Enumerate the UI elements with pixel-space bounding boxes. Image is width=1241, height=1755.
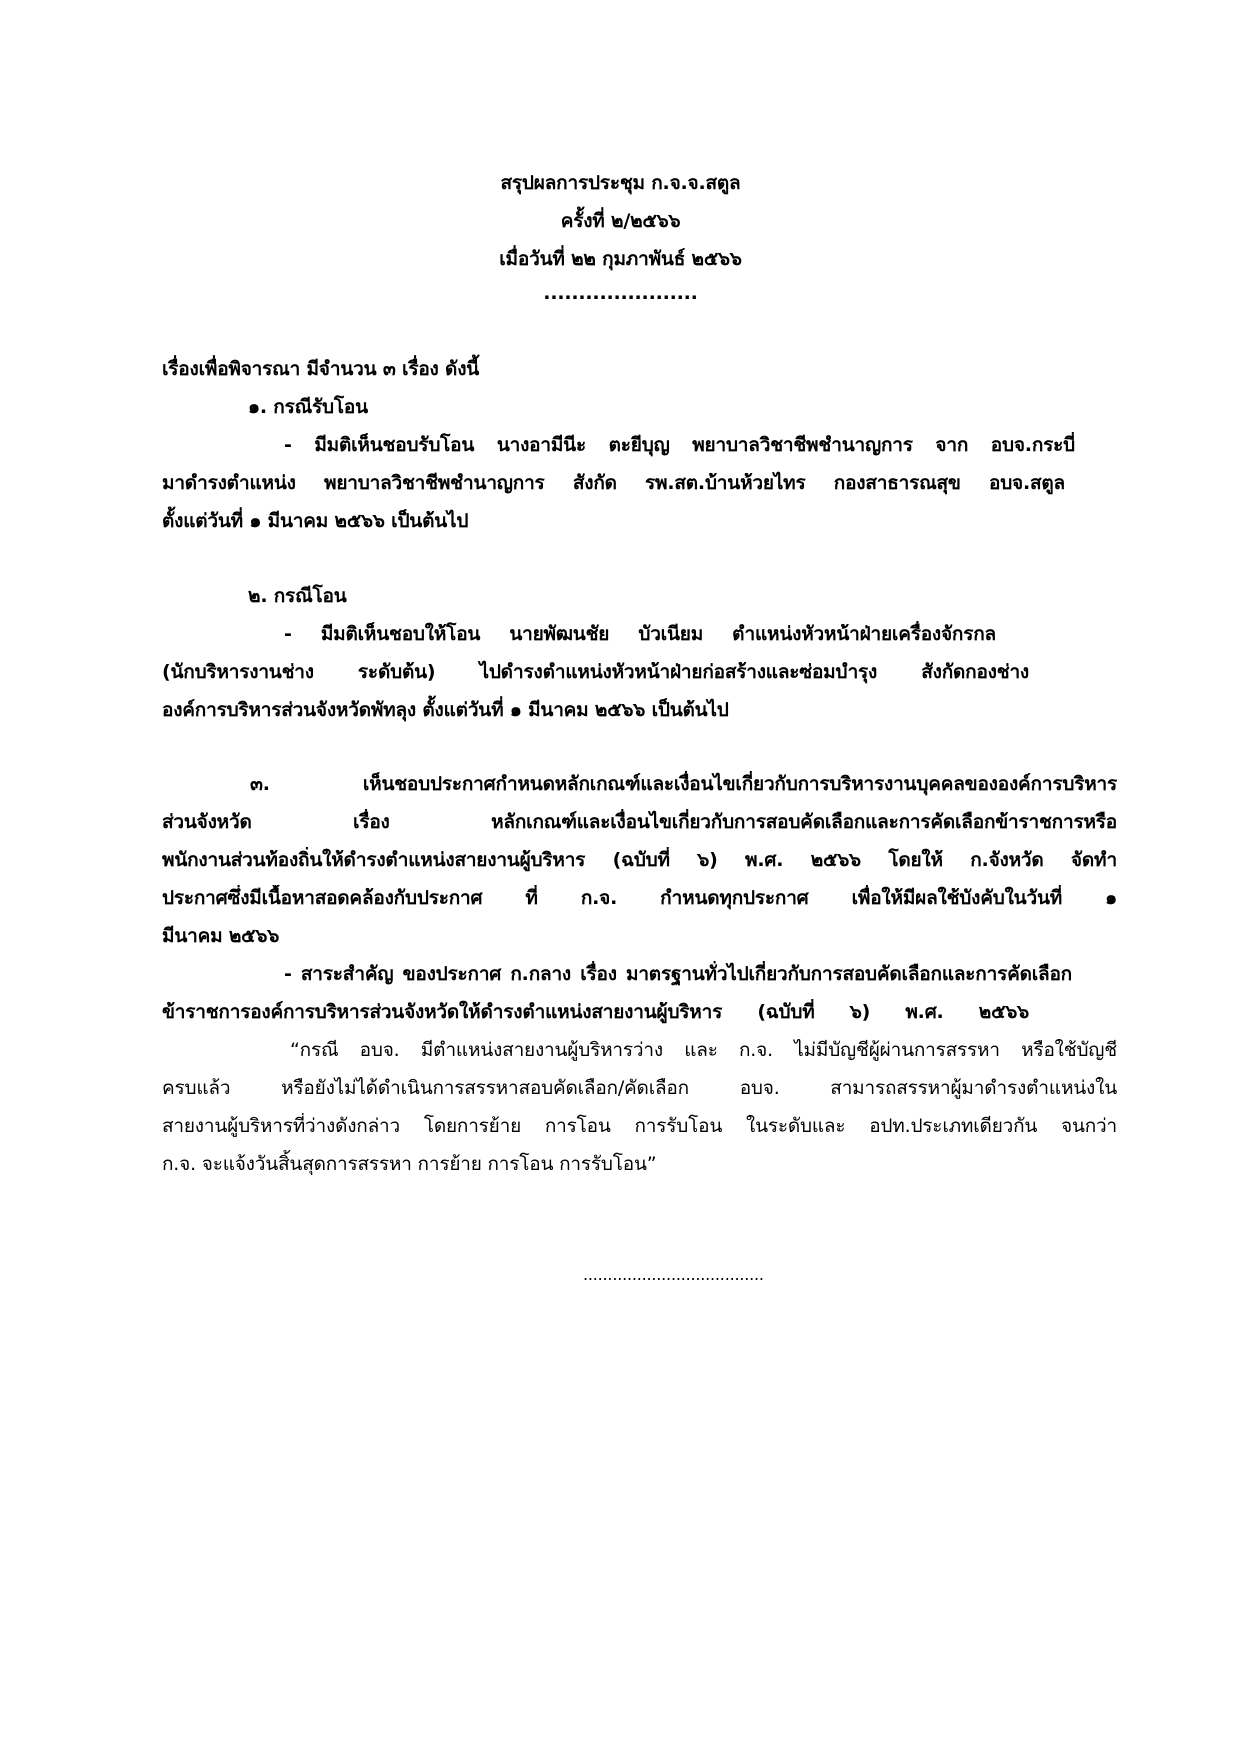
item1-line-3: ตั้งแต่วันที่ ๑ มีนาคม ๒๕๖๖ เป็นต้นไป: [162, 510, 469, 532]
item1-heading: ๑. กรณีรับโอน: [248, 396, 368, 418]
item3-summary-line-1: - สาระสำคัญ ของประกาศ ก.กลาง เรื่อง มาตรฐานทั่วไปเกี่ยวกับการสอบคัดเลือกและการคัดเลือก: [284, 963, 1072, 985]
item3-line-5: มีนาคม ๒๕๖๖: [162, 925, 280, 947]
item2-line-1: - มีมติเห็นชอบให้โอน นายพัฒนชัย บัวเนียม ตำแหน่งหัวหน้าฝ่ายเครื่องจักรกล: [284, 623, 996, 645]
item3-summary-line-2: ข้าราชการองค์การบริหารส่วนจังหวัดให้ดำรงตำแหน่งสายงานผู้บริหาร (ฉบับที่ ๖) พ.ศ. ๒๕๖๖: [162, 1001, 1029, 1023]
document-title: สรุปผลการประชุม ก.จ.จ.สตูล: [500, 172, 741, 194]
item2-line-3: องค์การบริหารส่วนจังหวัดพัทลุง ตั้งแต่วันที่ ๑ มีนาคม ๒๕๖๖ เป็นต้นไป: [162, 699, 729, 721]
item1-line-2: มาดำรงตำแหน่ง พยาบาลวิชาชีพชำนาญการ สังกัด รพ.สต.บ้านห้วยไทร กองสาธารณสุข อบจ.สตูล: [162, 472, 1065, 494]
item2-heading: ๒. กรณีโอน: [248, 585, 347, 607]
item3-line-3: พนักงานส่วนท้องถิ่นให้ดำรงตำแหน่งสายงานผู้บริหาร (ฉบับที่ ๖) พ.ศ. ๒๕๖๖ โดยให้ ก.จังหวัด จัดทำ: [162, 849, 1117, 871]
item3-quote-line-2: ครบแล้ว หรือยังไม่ได้ดำเนินการสรรหาสอบคัดเลือก/คัดเลือก อบจ. สามารถสรรหาผู้มาดำรงตำแหน่งใน: [162, 1077, 1117, 1099]
intro-text: เรื่องเพื่อพิจารณา มีจำนวน ๓ เรื่อง ดังนี้: [162, 358, 480, 380]
item3-quote-line-4: ก.จ. จะแจ้งวันสิ้นสุดการสรรหา การย้าย การโอน การรับโอน”: [162, 1153, 657, 1175]
item3-line-1: ๓. เห็นชอบประกาศกำหนดหลักเกณฑ์และเงื่อนไขเกี่ยวกับการบริหารงานบุคคลขององค์การบริหาร: [250, 773, 1117, 795]
item3-quote-line-1: “กรณี อบจ. มีตำแหน่งสายงานผู้บริหารว่าง และ ก.จ. ไม่มีบัญชีผู้ผ่านการสรรหา หรือใช้บัญชี: [290, 1039, 1117, 1061]
item3-line-2: ส่วนจังหวัด เรื่อง หลักเกณฑ์และเงื่อนไขเกี่ยวกับการสอบคัดเลือกและการคัดเลือกข้าราชการหรือ: [162, 811, 1117, 833]
header-separator: ......................: [543, 282, 698, 304]
item3-quote-line-3: สายงานผู้บริหารที่ว่างดังกล่าว โดยการย้าย การโอน การรับโอน ในระดับและ อปท.ประเภทเดียวกัน จนกว่า: [162, 1115, 1117, 1137]
meeting-session: ครั้งที่ ๒/๒๕๖๖: [560, 210, 681, 232]
item1-line-1: - มีมติเห็นชอบรับโอน นางอามีนีะ ตะยีบุญ พยาบาลวิชาชีพชำนาญการ จาก อบจ.กระบี่: [284, 434, 1075, 456]
item2-line-2: (นักบริหารงานช่าง ระดับต้น) ไปดำรงตำแหน่งหัวหน้าฝ่ายก่อสร้างและซ่อมบำรุง สังกัดกองช่าง: [162, 661, 1029, 683]
footer-separator: .....................................: [583, 1265, 764, 1284]
item3-line-4: ประกาศซึ่งมีเนื้อหาสอดคล้องกับประกาศ ที่ ก.จ. กำหนดทุกประกาศ เพื่อให้มีผลใช้บังคับในวันที่ ๑: [162, 887, 1117, 909]
meeting-date: เมื่อวันที่ ๒๒ กุมภาพันธ์ ๒๕๖๖: [499, 248, 742, 270]
